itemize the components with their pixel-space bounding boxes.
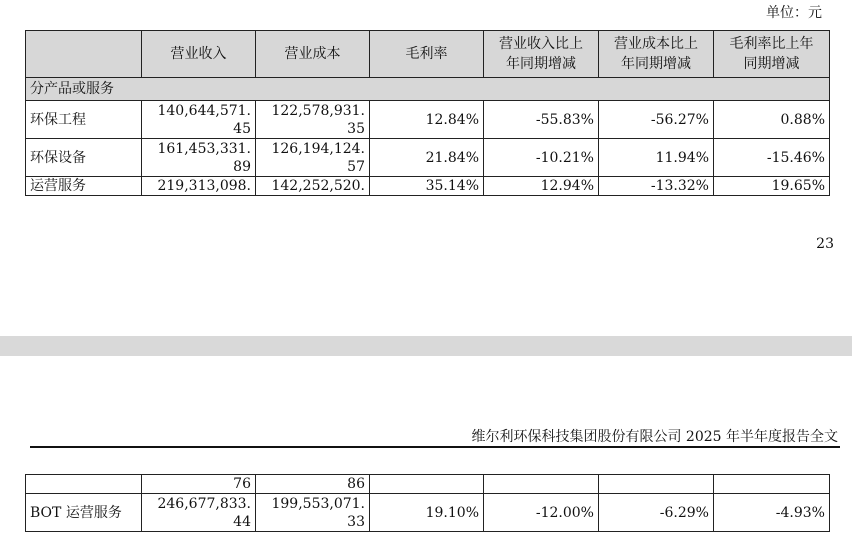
revenue-cell <box>142 139 256 177</box>
table-row-continued <box>26 475 830 494</box>
revenue-tail-cell: 76 <box>142 475 256 494</box>
cost-line1: 122,578,931. <box>271 102 365 119</box>
margin-cell: 19.10% <box>370 494 484 532</box>
revenue-change-cell: -55.83% <box>484 101 599 139</box>
margin-change-cell: -15.46% <box>714 139 830 177</box>
header-rule <box>30 446 840 448</box>
cost-line1: 126,194,124. <box>271 140 365 157</box>
margin-change-cell: 19.65% <box>714 177 830 196</box>
margin-cell: 21.84% <box>370 139 484 177</box>
cost-tail-cell: 86 <box>256 475 370 494</box>
document-header-title: 维尔利环保科技集团股份有限公司 2025 年半年度报告全文 <box>471 429 838 445</box>
cost-change-cell: -13.32% <box>599 177 714 196</box>
unit-label: 单位：元 <box>766 5 822 21</box>
cost-cell <box>256 101 370 139</box>
revenue-cell: 219,313,098. <box>142 177 256 196</box>
revenue-cell <box>142 494 256 532</box>
revenue-line1: 246,677,833. <box>157 495 251 512</box>
cost-change-cell: 11.94% <box>599 139 714 177</box>
revenue-line2: 45 <box>233 120 251 137</box>
section-label: 分产品或服务 <box>26 78 830 101</box>
empty-cell <box>599 475 714 494</box>
table-row <box>26 101 830 139</box>
header-margin-change <box>714 31 830 78</box>
table-row <box>26 494 830 532</box>
cost-line2: 35 <box>347 120 365 137</box>
cost-change-cell: -56.27% <box>599 101 714 139</box>
page-number: 23 <box>816 236 834 252</box>
cost-line2: 57 <box>347 158 365 175</box>
section-row <box>26 78 830 101</box>
revenue-line2: 44 <box>233 513 251 530</box>
revenue-cost-table <box>25 30 830 196</box>
revenue-cell <box>142 101 256 139</box>
table-header-row <box>26 31 830 78</box>
revenue-line2: 89 <box>233 158 251 175</box>
header-revenue-change-line1: 营业收入比上 <box>499 36 583 52</box>
revenue-change-cell: -10.21% <box>484 139 599 177</box>
header-margin-change-line1: 毛利率比上年 <box>729 36 814 52</box>
revenue-line1: 140,644,571. <box>157 102 251 119</box>
header-margin-change-line2: 同期增减 <box>743 56 800 72</box>
cost-line2: 33 <box>347 513 365 530</box>
header-margin: 毛利率 <box>370 31 484 78</box>
margin-change-cell: 0.88% <box>714 101 830 139</box>
revenue-cost-table-continued <box>25 474 830 532</box>
revenue-change-cell: -12.00% <box>484 494 599 532</box>
header-cost: 营业成本 <box>256 31 370 78</box>
cost-change-cell: -6.29% <box>599 494 714 532</box>
header-cost-change-line2: 年同期增减 <box>621 56 691 72</box>
empty-cell <box>26 475 142 494</box>
empty-cell <box>484 475 599 494</box>
header-revenue: 营业收入 <box>142 31 256 78</box>
margin-cell: 35.14% <box>370 177 484 196</box>
table-row <box>26 139 830 177</box>
cost-cell <box>256 494 370 532</box>
header-cost-change <box>599 31 714 78</box>
cost-cell: 142,252,520. <box>256 177 370 196</box>
header-revenue-change <box>484 31 599 78</box>
margin-change-cell: -4.93% <box>714 494 830 532</box>
empty-cell <box>714 475 830 494</box>
row-name: 运营服务 <box>26 177 142 196</box>
row-name: BOT 运营服务 <box>26 494 142 532</box>
table-row <box>26 177 830 196</box>
empty-cell <box>370 475 484 494</box>
row-name: 环保工程 <box>26 101 142 139</box>
page-break-band <box>0 336 852 356</box>
header-cost-change-line1: 营业成本比上 <box>614 36 698 52</box>
cost-line1: 199,553,071. <box>271 495 365 512</box>
revenue-line1: 161,453,331. <box>157 140 251 157</box>
cost-cell <box>256 139 370 177</box>
row-name: 环保设备 <box>26 139 142 177</box>
header-revenue-change-line2: 年同期增减 <box>506 56 576 72</box>
revenue-change-cell: 12.94% <box>484 177 599 196</box>
header-empty <box>26 31 142 78</box>
margin-cell: 12.84% <box>370 101 484 139</box>
